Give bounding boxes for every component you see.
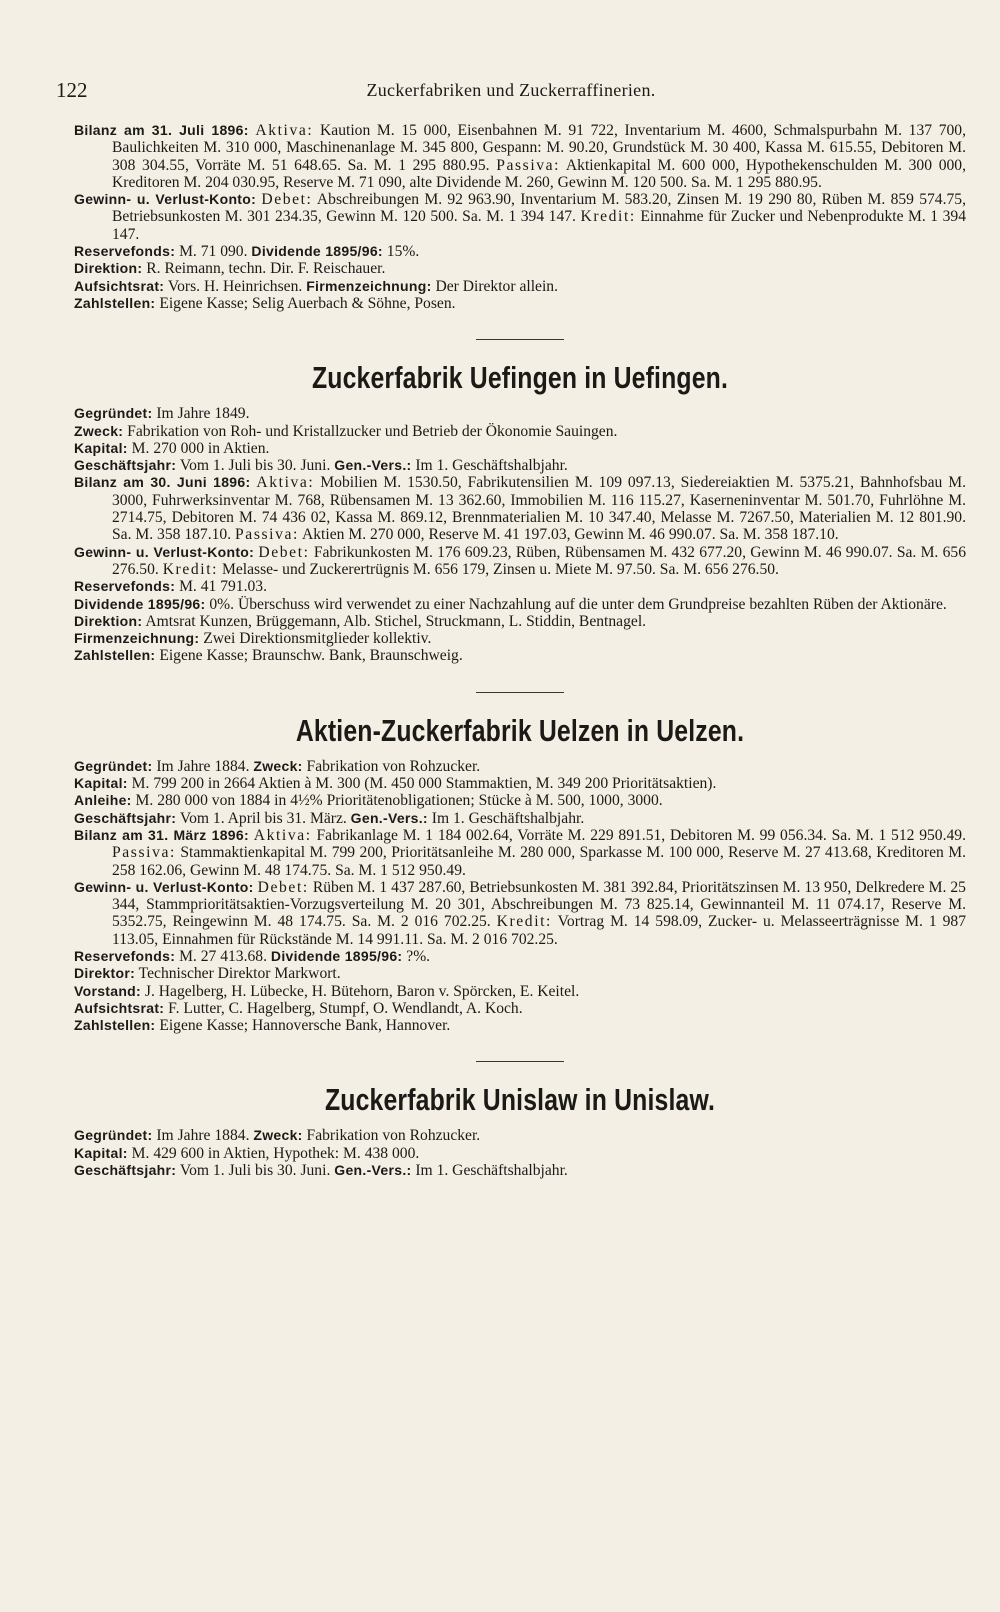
company-section xyxy=(74,339,966,664)
entry-label: Bilanz am 31. Juli 1896: xyxy=(74,122,249,138)
entry-text: Technischer Direktor Markwort. xyxy=(138,965,341,983)
entry-text: Aktien M. 270 000, Reserve M. 41 197.03, Gewinn M. 46 990.07. Sa. M. 358 187.10. xyxy=(298,526,839,544)
entry-label: Gewinn- u. Verlust-Konto: xyxy=(74,543,255,560)
entry-text: Vortrag M. 14 598.09, Zucker- u. Melasseerträgnisse M. 1 987 113.05, Einnahmen für Rückstände M. 14 991.11. Sa. M. 2 016 702.25. xyxy=(112,913,966,948)
entry-label: Aufsichtsrat: xyxy=(74,999,165,1016)
entry xyxy=(74,243,966,260)
entry xyxy=(74,758,966,775)
entry xyxy=(74,578,966,595)
entry-text: M. 41 791.03. xyxy=(179,578,267,596)
entry-text: M. 27 413.68. xyxy=(179,947,271,965)
entry-text: F. Lutter, C. Hagelberg, Stumpf, O. Wendlandt, A. Koch. xyxy=(168,999,523,1017)
section-divider xyxy=(476,1061,564,1062)
entry-label: Zweck: xyxy=(74,422,124,439)
entry xyxy=(74,1162,966,1179)
entry-text: Vom 1. Juli bis 30. Juni. xyxy=(179,457,335,475)
entry-text: Der Direktor allein. xyxy=(431,277,558,295)
entry-text: Vom 1. Juli bis 30. Juni. xyxy=(179,1162,335,1180)
entry-label: Reservefonds: xyxy=(74,243,176,260)
entry-spaced-term: Debet: xyxy=(258,543,310,561)
entry-spaced-term: Aktiva: xyxy=(255,122,314,139)
entry xyxy=(74,775,966,792)
entry-label: Dividende 1895/96: xyxy=(74,595,206,612)
entry-label: Gegründet: xyxy=(74,1127,153,1144)
entry xyxy=(74,295,966,312)
entry-label: Gewinn- u. Verlust-Konto: xyxy=(74,191,257,208)
entry-spaced-term: Kredit: xyxy=(496,913,552,931)
entry-text: Eigene Kasse; Selig Auerbach & Söhne, Posen. xyxy=(159,294,456,312)
entry xyxy=(74,474,966,543)
entry-label: Kapital: xyxy=(74,1144,128,1161)
entry-text: Abschreibungen M. 92 963.90, Inventarium M. 583.20, Zinsen M. 19 290 80, Rüben M. 859 574.75, Betriebsunkosten M. 301 234.35, Gewinn M. 120 500. Sa. M. 1 394 147. xyxy=(112,191,966,226)
entry-spaced-term: Passiva: xyxy=(496,156,561,174)
entry-label: Zahlstellen: xyxy=(74,1017,156,1034)
company-section xyxy=(74,1061,966,1179)
entry xyxy=(74,544,966,579)
entry xyxy=(74,630,966,647)
entry xyxy=(74,457,966,474)
entry-label: Zahlstellen: xyxy=(74,294,156,311)
entry-spaced-term: Aktiva: xyxy=(256,474,315,492)
page-number: 122 xyxy=(56,78,88,102)
entry-label: Direktion: xyxy=(74,260,143,277)
entry-text: J. Hagelberg, H. Lübecke, H. Bütehorn, Baron v. Spörcken, E. Keitel. xyxy=(144,982,580,1000)
entry-label: Kapital: xyxy=(74,439,128,456)
entry-text: 15%. xyxy=(382,243,420,261)
entry-text: M. 71 090. xyxy=(179,243,252,261)
entry xyxy=(74,827,966,879)
company-title: Zuckerfabrik Unislaw in Unislaw. xyxy=(324,1082,716,1118)
entry-text: Rüben M. 1 437 287.60, Betriebsunkosten M. 381 392.84, Prioritätszinsen M. 13 950, Delkredere M. 25 344, Stammprioritätsaktien-Vorzugsverteilung M. 20 301, Abschreibungen M. 73 825.14, Gewinnanteil M. 11 074.17, Reserve M. 5352.75, Reingewinn M. 48 174.75. Sa. M. 2 016 702.25. xyxy=(112,878,966,931)
entry-label: Reservefonds: xyxy=(74,578,176,595)
entry-label: Geschäftsjahr: xyxy=(74,809,177,826)
entry xyxy=(74,613,966,630)
entry-text: Im Jahre 1849. xyxy=(156,405,250,423)
entry-text: Vors. H. Heinrichsen. xyxy=(167,277,307,295)
page-content xyxy=(74,122,966,1179)
entry-label: Gewinn- u. Verlust-Konto: xyxy=(74,878,254,895)
entry xyxy=(74,948,966,965)
entry-label: Firmenzeichnung: xyxy=(74,630,200,647)
entry-spaced-term: Passiva: xyxy=(235,526,299,544)
company-title: Zuckerfabrik Uefingen in Uefingen. xyxy=(311,360,729,396)
entry-sublabel: Gen.-Vers.: xyxy=(334,1162,412,1179)
entry-text: Einnahme für Zucker und Nebenprodukte M. 1 394 147. xyxy=(112,208,966,243)
entry-text: Im 1. Geschäftshalbjahr. xyxy=(411,457,568,475)
company-list xyxy=(74,339,966,1179)
entry-sublabel: Firmenzeichnung: xyxy=(306,277,432,294)
entry-text: Zwei Direktionsmitglieder kollektiv. xyxy=(203,630,432,648)
entry-label: Bilanz am 30. Juni 1896: xyxy=(74,474,251,491)
section-divider xyxy=(476,692,564,693)
entry-text: Kaution M. 15 000, Eisenbahnen M. 91 722, Inventarium M. 4600, Schmalspurbahn M. 137 700, Baulichkeiten M. 310 000, Maschinenanlage M. 345 800, Gespann: M. 90.20, Grundstück M. 30 400, Kassa M. 615.55, Debitoren M. 308 304.55, Vorräte M. 51 648.65. Sa. M. 1 295 880.95. xyxy=(112,122,966,174)
entry xyxy=(74,792,966,809)
entry-label: Geschäftsjahr: xyxy=(74,457,177,474)
entry-label: Direktor: xyxy=(74,965,136,982)
entry-label: Direktion: xyxy=(74,612,143,629)
entry-label: Gegründet: xyxy=(74,757,153,774)
entry-label: Geschäftsjahr: xyxy=(74,1162,177,1179)
entry-spaced-term: Debet: xyxy=(257,878,309,896)
entry-label: Kapital: xyxy=(74,775,128,792)
entry xyxy=(74,647,966,664)
entry-sublabel: Dividende 1895/96: xyxy=(251,243,383,260)
entry-label: Bilanz am 31. März 1896: xyxy=(74,826,249,843)
entry xyxy=(74,440,966,457)
entry-spaced-term: Kredit: xyxy=(580,208,636,226)
entry xyxy=(74,122,966,191)
entry-text: ?%. xyxy=(402,947,431,965)
entry xyxy=(74,1127,966,1144)
entry xyxy=(74,596,966,613)
entry-text: R. Reimann, techn. Dir. F. Reischauer. xyxy=(146,260,386,278)
entry-text: 0%. Überschuss wird verwendet zu einer Nachzahlung auf die unter dem Grundpreise bezahlten Rüben der Aktionäre. xyxy=(209,595,947,613)
entry-text: Mobilien M. 1530.50, Fabrikutensilien M. 109 097.13, Siedereiaktien M. 5375.21, Bahnhofsbau M. 3000, Fuhrwerksinventar M. 768, Rübensamen M. 13 362.60, Immobilien M. 116 115.27, Kaserneninventar M. 501.70, Fuhrlöhne M. 2714.75, Debitoren M. 74 436 02, Kassa M. 869.12, Brennmaterialien M. 10 347.40, Melasse M. 7267.50, Materialien M. 12 801.90. Sa. M. 358 187.10. xyxy=(112,474,966,544)
entry-text: Aktienkapital M. 600 000, Hypothekenschulden M. 300 000, Kreditoren M. 204 030.95, Reserve M. 71 090, alte Dividende M. 260, Gewinn M. 120 500. Sa. M. 1 295 880.95. xyxy=(112,156,966,191)
entry-text: M. 280 000 von 1884 in 4½% Prioritätenobligationen; Stücke à M. 500, 1000, 3000. xyxy=(135,792,663,810)
entry-spaced-term: Kredit: xyxy=(162,560,219,578)
entry-text: Melasse- und Zuckerertrügnis M. 656 179, Zinsen u. Miete M. 97.50. Sa. M. 656 276.50. xyxy=(218,560,779,578)
entry xyxy=(74,1017,966,1034)
entry-text: Fabrikunkosten M. 176 609.23, Rüben, Rübensamen M. 432 677.20, Gewinn M. 46 990.07. Sa. M. 656 276.50. xyxy=(112,543,966,578)
entry xyxy=(74,810,966,827)
entry-spaced-term: Debet: xyxy=(261,191,313,209)
entry xyxy=(74,1000,966,1017)
entry xyxy=(74,405,966,422)
entry-label: Anleihe: xyxy=(74,792,132,809)
entry-sublabel: Gen.-Vers.: xyxy=(334,457,412,474)
preceding-company-section xyxy=(74,122,966,312)
entry-text: Eigene Kasse; Hannoversche Bank, Hannover. xyxy=(159,1017,451,1035)
entry-text: Stammaktienkapital M. 799 200, Prioritätsanleihe M. 280 000, Sparkasse M. 100 000, Reserve M. 27 413.68, Kreditoren M. 258 162.06, Gewinn M. 48 174.75. Sa. M. 1 512 950.49. xyxy=(112,844,966,879)
entry-spaced-term: Passiva: xyxy=(112,844,176,862)
entry-text: Im 1. Geschäftshalbjahr. xyxy=(427,809,585,827)
entry-text: Im Jahre 1884. xyxy=(156,1127,254,1145)
entry-label: Zahlstellen: xyxy=(74,647,156,664)
entry xyxy=(74,965,966,982)
entry xyxy=(74,879,966,948)
entry-sublabel: Dividende 1895/96: xyxy=(270,947,403,964)
entry-text: Im 1. Geschäftshalbjahr. xyxy=(411,1162,568,1180)
company-title: Aktien-Zuckerfabrik Uelzen in Uelzen. xyxy=(295,712,745,748)
entry-text: M. 270 000 in Aktien. xyxy=(131,439,270,457)
entry-label: Aufsichtsrat: xyxy=(74,277,165,294)
entry-label: Gegründet: xyxy=(74,405,153,422)
entry xyxy=(74,423,966,440)
entry-text: Vom 1. April bis 31. März. xyxy=(179,809,351,827)
entry-text: M. 799 200 in 2664 Aktien à M. 300 (M. 450 000 Stammaktien, M. 349 200 Prioritätsaktien). xyxy=(131,775,717,793)
entry-spaced-term: Aktiva: xyxy=(253,826,312,844)
entry-text: Fabrikation von Rohzucker. xyxy=(302,757,481,775)
section-divider xyxy=(476,339,564,340)
entry-sublabel: Zweck: xyxy=(253,1127,303,1144)
entry-text: Amtsrat Kunzen, Brüggemann, Alb. Stichel, Struckmann, L. Stiddin, Bentnagel. xyxy=(145,612,647,630)
entry xyxy=(74,278,966,295)
entry-text: Fabrikanlage M. 1 184 002.64, Vorräte M. 229 891.51, Debitoren M. 99 056.34. Sa. M. 1 512 950.49. xyxy=(311,826,966,844)
entry-text: Fabrikation von Roh- und Kristallzucker und Betrieb der Ökonomie Sauingen. xyxy=(127,422,618,440)
entry-sublabel: Zweck: xyxy=(253,757,303,774)
entry-label: Reservefonds: xyxy=(74,947,176,964)
entry xyxy=(74,260,966,277)
entry-text: Im Jahre 1884. xyxy=(156,757,254,775)
company-section xyxy=(74,692,966,1035)
entry xyxy=(74,983,966,1000)
entry-text: Eigene Kasse; Braunschw. Bank, Braunschweig. xyxy=(159,647,463,665)
entry xyxy=(74,191,966,243)
entry-label: Vorstand: xyxy=(74,982,141,999)
entry-text: M. 429 600 in Aktien, Hypothek: M. 438 000. xyxy=(131,1144,420,1162)
entry xyxy=(74,1145,966,1162)
page-header xyxy=(56,78,966,104)
entry-text: Fabrikation von Rohzucker. xyxy=(302,1127,481,1145)
entry-sublabel: Gen.-Vers.: xyxy=(350,809,428,826)
running-title: Zuckerfabriken und Zuckerraffinerien. xyxy=(366,80,656,100)
